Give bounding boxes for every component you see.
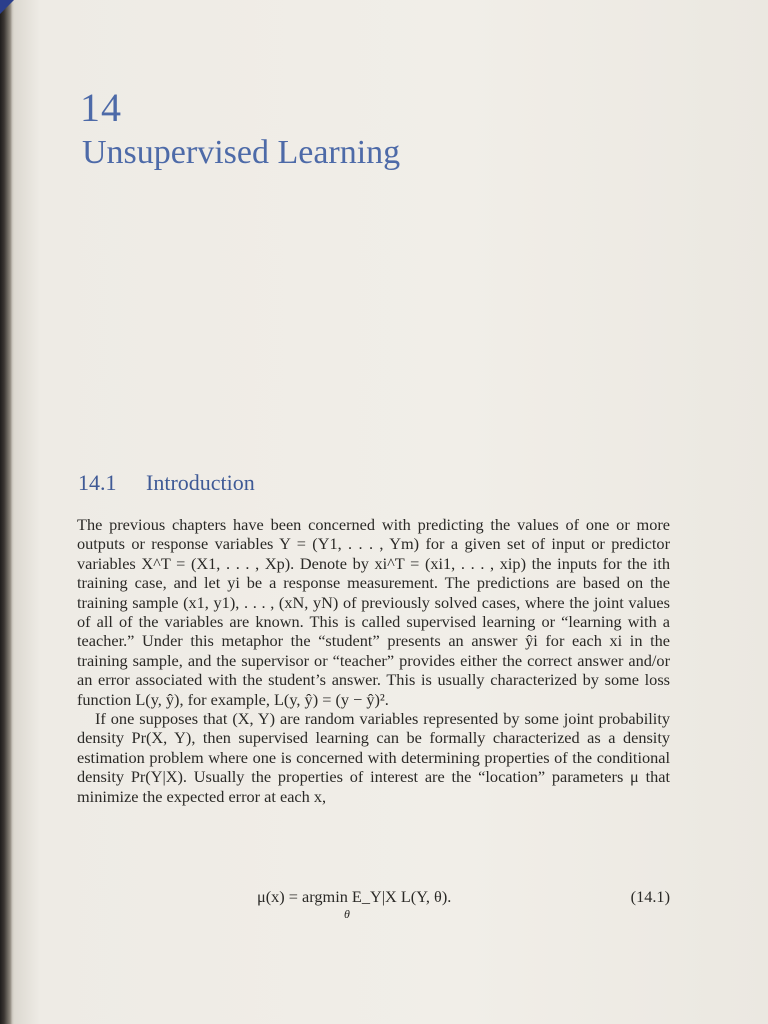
equation-14-1	[77, 887, 670, 927]
paragraph-2: If one supposes that (X, Y) are random variables represented by some joint probability density Pr(X, Y), then supervised learning can be formally characterized as a density estimation problem where one is concerned with determining properties of the conditional density Pr(Y|X). Usually the properties of interest are the “location” parameters μ that minimize the expected error at each x,	[77, 709, 670, 806]
chapter-title: Unsupervised Learning	[82, 134, 401, 171]
section-number: 14.1	[78, 470, 117, 495]
corner-marker	[0, 0, 14, 14]
section-heading	[78, 470, 255, 496]
chapter-number: 14	[80, 85, 122, 130]
book-spine-shadow	[0, 0, 12, 1024]
equation-body: μ(x) = argmin E_Y|X L(Y, θ).	[257, 887, 452, 906]
equation-number: (14.1)	[630, 887, 670, 906]
section-title: Introduction	[146, 470, 255, 495]
body-text	[77, 515, 670, 806]
paragraph-1: The previous chapters have been concerned with predicting the values of one or more outputs or response variables Y = (Y1, . . . , Ym) for a given set of input or predictor variables X^T = (X1, . . . , Xp). Denote by xi^T = (xi1, . . . , xip) the inputs for the ith training case, and let yi be a response measurement. The predictions are based on the training sample (x1, y1), . . . , (xN, yN) of previously solved cases, where the joint values of all of the variables are known. This is called supervised learning or “learning with a teacher.” Under this metaphor the “student” presents an answer ŷi for each xi in the training sample, and the supervisor or “teacher” provides either the correct answer and/or an error associated with the student’s answer. This is usually characterized by some loss function L(y, ŷ), for example, L(y, ŷ) = (y − ŷ)².	[77, 515, 670, 709]
equation-argmin-subscript: θ	[344, 907, 350, 921]
